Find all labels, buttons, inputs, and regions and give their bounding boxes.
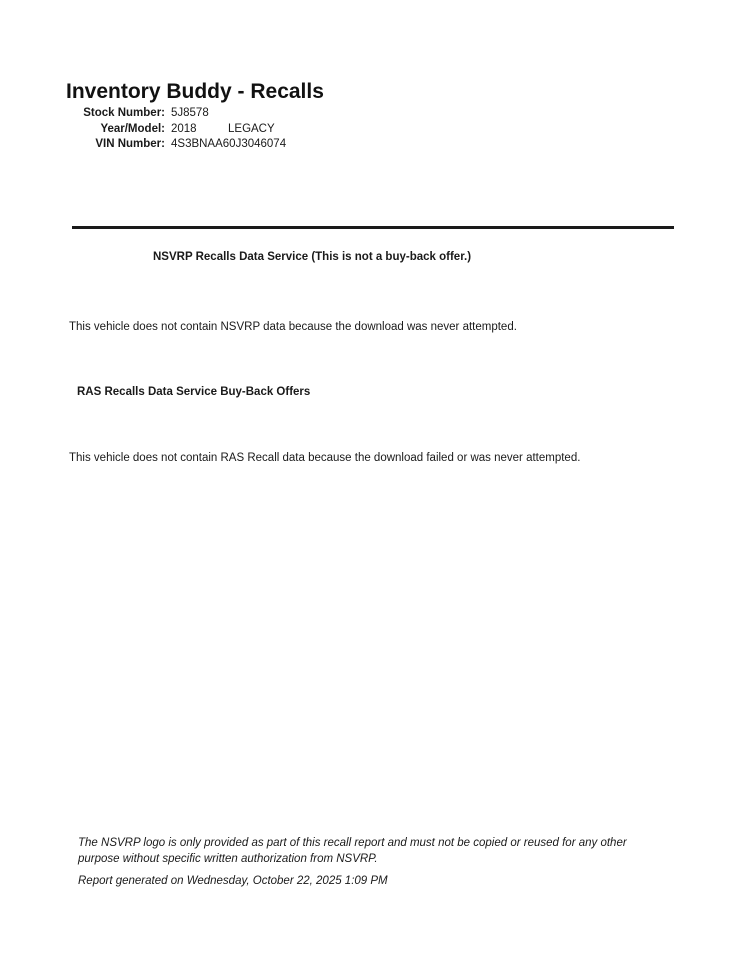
- model-value: LEGACY: [228, 122, 275, 135]
- disclaimer-line-1: The NSVRP logo is only provided as part of this recall report and must not be copied or reused for any other: [78, 837, 627, 849]
- year-model-label: Year/Model:: [100, 122, 165, 135]
- section-divider-rule: [72, 226, 674, 229]
- vin-number-label: VIN Number:: [95, 138, 165, 150]
- vin-number-value: 4S3BNAA60J3046074: [171, 138, 287, 150]
- nsvrp-status-text: This vehicle does not contain NSVRP data because the download was never attempted.: [69, 321, 517, 333]
- stock-number-label: Stock Number:: [83, 107, 165, 119]
- disclaimer-line-2: purpose without specific written authorization from NSVRP.: [78, 853, 378, 865]
- ras-status-text: This vehicle does not contain RAS Recall data because the download failed or was never attempted.: [69, 452, 581, 464]
- ras-section-heading: RAS Recalls Data Service Buy-Back Offers: [77, 386, 311, 398]
- page-title: Inventory Buddy - Recalls: [66, 80, 324, 103]
- year-value: 2018: [171, 122, 197, 135]
- year-model-row: [0, 122, 742, 138]
- nsvrp-section-heading: NSVRP Recalls Data Service (This is not a buy-back offer.): [153, 251, 472, 263]
- vin-number-row: [0, 137, 742, 153]
- report-generated-text: Report generated on Wednesday, October 22, 2025 1:09 PM: [78, 875, 388, 887]
- stock-number-row: [0, 106, 742, 122]
- vehicle-info-table: [0, 106, 742, 153]
- stock-number-value: 5J8578: [171, 107, 209, 119]
- footer-disclaimer: [78, 835, 678, 867]
